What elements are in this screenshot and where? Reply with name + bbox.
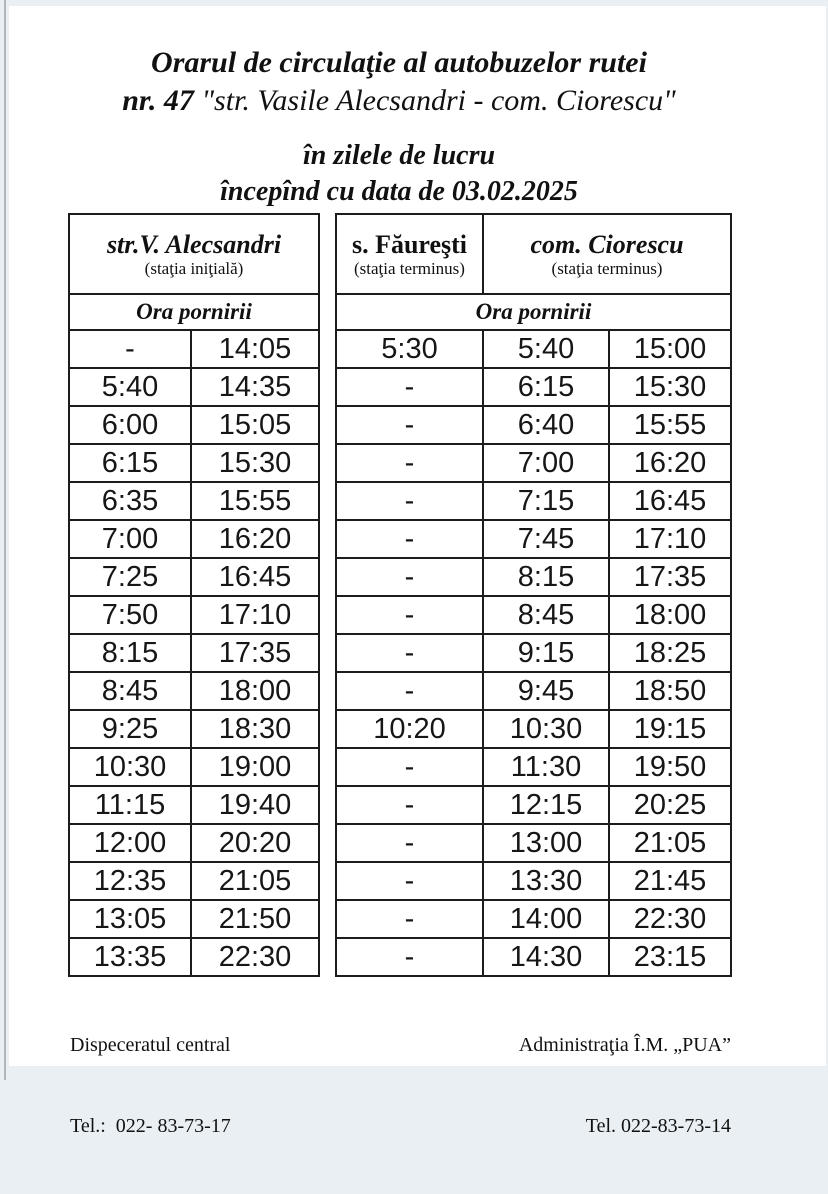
time-cell: 7:50 [69, 596, 191, 634]
table-row [336, 596, 731, 634]
time-cell: 6:35 [69, 482, 191, 520]
time-cell: 14:30 [483, 938, 609, 976]
time-cell: 19:00 [191, 748, 319, 786]
table-row [336, 558, 731, 596]
time-cell: 16:20 [609, 444, 731, 482]
time-cell: 15:30 [191, 444, 319, 482]
station-note: (staţia terminus) [551, 258, 663, 278]
table-row [69, 824, 319, 862]
time-cell: 11:15 [69, 786, 191, 824]
departures-body [69, 330, 319, 976]
page-title: Orarul de circulaţie al autobuzelor rutei [151, 46, 647, 79]
table-row [336, 482, 731, 520]
time-cell: 23:15 [609, 938, 731, 976]
time-cell: - [336, 558, 483, 596]
time-cell: - [336, 482, 483, 520]
table-row [336, 824, 731, 862]
dispatcher-contact [70, 978, 231, 1194]
time-cell: 10:30 [69, 748, 191, 786]
time-cell: 7:15 [483, 482, 609, 520]
table-row [336, 862, 731, 900]
table-row [69, 520, 319, 558]
table-row [69, 406, 319, 444]
table-row [336, 330, 731, 368]
table-row [336, 368, 731, 406]
time-cell: 8:45 [69, 672, 191, 710]
time-cell: 20:20 [191, 824, 319, 862]
table-row [336, 634, 731, 672]
time-cell: 5:30 [336, 330, 483, 368]
departure-header-row [69, 294, 319, 330]
departure-header-cell: Ora pornirii [69, 294, 319, 330]
time-cell: 22:30 [609, 900, 731, 938]
time-cell: 21:05 [609, 824, 731, 862]
document-page [9, 6, 826, 1137]
time-cell: 8:15 [69, 634, 191, 672]
table-row [69, 596, 319, 634]
table-row [336, 444, 731, 482]
station-header-row [336, 214, 731, 294]
table-row [69, 862, 319, 900]
time-cell: 14:35 [191, 368, 319, 406]
administration-phone: Tel. 022-83-73-14 [585, 1115, 731, 1137]
time-cell: 15:55 [609, 406, 731, 444]
departure-header-row [336, 294, 731, 330]
time-cell: 12:00 [69, 824, 191, 862]
time-cell: 19:40 [191, 786, 319, 824]
table-row [69, 710, 319, 748]
table-row [69, 748, 319, 786]
route-number: nr. 47 [122, 84, 194, 117]
table-row [69, 672, 319, 710]
time-cell: - [336, 444, 483, 482]
route-name: "str. Vasile Alecsandri - com. Ciorescu" [193, 84, 676, 117]
table-row [69, 634, 319, 672]
time-cell: 14:00 [483, 900, 609, 938]
table-row [69, 330, 319, 368]
time-cell: 16:20 [191, 520, 319, 558]
station-name: str.V. Alecsandri [106, 229, 282, 259]
departures-body [336, 330, 731, 976]
table-row [336, 406, 731, 444]
table-row [69, 368, 319, 406]
schedule-days-label: în zilele de lucru [302, 140, 496, 171]
administration-name: Administraţia Î.M. „PUA” [518, 1034, 731, 1056]
time-cell: 21:50 [191, 900, 319, 938]
time-cell: 11:30 [483, 748, 609, 786]
time-cell: 18:25 [609, 634, 731, 672]
dispatcher-phone: Tel.: 022- 83-73-17 [70, 1115, 231, 1137]
table-row [336, 748, 731, 786]
station-note: (staţia iniţială) [144, 258, 244, 278]
time-cell: 7:45 [483, 520, 609, 558]
time-cell: 19:50 [609, 748, 731, 786]
time-cell: 17:10 [191, 596, 319, 634]
alecsandri-departures-table [68, 213, 320, 977]
time-cell: - [336, 748, 483, 786]
time-cell: 9:15 [483, 634, 609, 672]
scan-edge-shadow [4, 0, 6, 1080]
route-subtitle [9, 84, 789, 118]
fauresti-ciorescu-departures-table [335, 213, 732, 977]
time-cell: 22:30 [191, 938, 319, 976]
time-cell: 12:35 [69, 862, 191, 900]
time-cell: 18:30 [191, 710, 319, 748]
station-header-cell [336, 214, 483, 294]
time-cell: 8:15 [483, 558, 609, 596]
time-cell: 6:15 [69, 444, 191, 482]
time-cell: - [336, 596, 483, 634]
station-header-row [69, 214, 319, 294]
time-cell: 6:15 [483, 368, 609, 406]
time-cell: - [336, 368, 483, 406]
station-name: com. Ciorescu [530, 229, 684, 259]
time-cell: 17:10 [609, 520, 731, 558]
table-row [69, 786, 319, 824]
table-row [69, 482, 319, 520]
time-cell: - [336, 900, 483, 938]
station-header-cell [69, 214, 319, 294]
time-cell: 9:25 [69, 710, 191, 748]
time-cell: 16:45 [191, 558, 319, 596]
table-row [336, 520, 731, 558]
time-cell: 5:40 [483, 330, 609, 368]
time-cell: 7:00 [69, 520, 191, 558]
time-cell: - [336, 786, 483, 824]
time-cell: 15:55 [191, 482, 319, 520]
table-row [69, 558, 319, 596]
time-cell: 18:50 [609, 672, 731, 710]
time-cell: 17:35 [609, 558, 731, 596]
table-row [336, 938, 731, 976]
station-header-cell [483, 214, 731, 294]
table-row [336, 710, 731, 748]
time-cell: - [336, 520, 483, 558]
time-cell: 13:30 [483, 862, 609, 900]
station-name: s. Făureşti [351, 229, 468, 259]
station-note: (staţia terminus) [354, 258, 465, 278]
table-row [69, 938, 319, 976]
time-cell: 17:35 [191, 634, 319, 672]
table-row [69, 900, 319, 938]
time-cell: - [69, 330, 191, 368]
dispatcher-name: Dispeceratul central [70, 1034, 231, 1056]
time-cell: - [336, 938, 483, 976]
time-cell: 15:00 [609, 330, 731, 368]
time-cell: 18:00 [191, 672, 319, 710]
time-cell: 18:00 [609, 596, 731, 634]
time-cell: - [336, 672, 483, 710]
time-cell: 20:25 [609, 786, 731, 824]
time-cell: 15:30 [609, 368, 731, 406]
table-row [336, 786, 731, 824]
effective-date-label: începînd cu data de 03.02.2025 [220, 176, 578, 207]
time-cell: 16:45 [609, 482, 731, 520]
time-cell: 21:05 [191, 862, 319, 900]
table-row [336, 900, 731, 938]
time-cell: 21:45 [609, 862, 731, 900]
time-cell: 13:05 [69, 900, 191, 938]
time-cell: 9:45 [483, 672, 609, 710]
time-cell: - [336, 862, 483, 900]
time-cell: 5:40 [69, 368, 191, 406]
time-cell: 6:00 [69, 406, 191, 444]
time-cell: 13:35 [69, 938, 191, 976]
time-cell: 7:25 [69, 558, 191, 596]
time-cell: - [336, 634, 483, 672]
time-cell: 19:15 [609, 710, 731, 748]
time-cell: 13:00 [483, 824, 609, 862]
time-cell: 10:20 [336, 710, 483, 748]
table-row [336, 672, 731, 710]
time-cell: 14:05 [191, 330, 319, 368]
time-cell: 6:40 [483, 406, 609, 444]
administration-contact [519, 978, 731, 1194]
time-cell: - [336, 406, 483, 444]
time-cell: 8:45 [483, 596, 609, 634]
time-cell: - [336, 824, 483, 862]
time-cell: 15:05 [191, 406, 319, 444]
time-cell: 12:15 [483, 786, 609, 824]
time-cell: 7:00 [483, 444, 609, 482]
table-row [69, 444, 319, 482]
departure-header-cell: Ora pornirii [336, 294, 731, 330]
time-cell: 10:30 [483, 710, 609, 748]
